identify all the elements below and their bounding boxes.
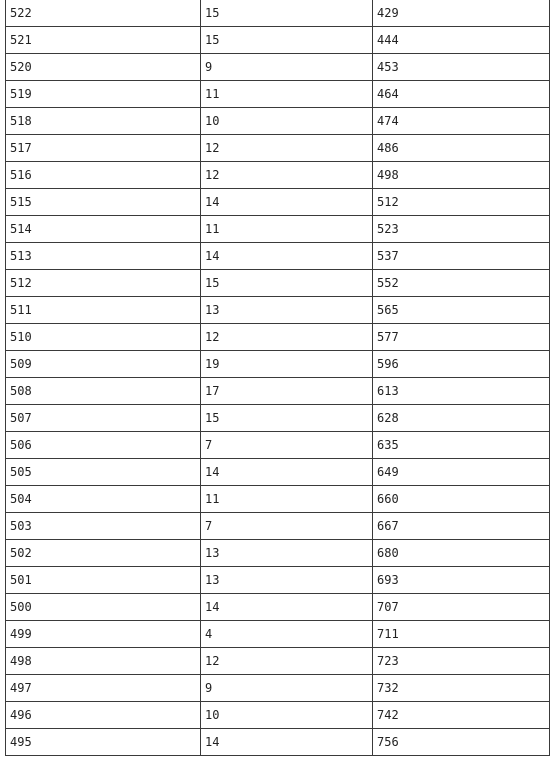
count-cell: 11	[201, 81, 373, 108]
score-cell: 512	[6, 270, 201, 297]
count-cell: 19	[201, 351, 373, 378]
cumulative-cell: 707	[373, 594, 550, 621]
count-cell: 15	[201, 0, 373, 27]
cumulative-cell: 680	[373, 540, 550, 567]
score-cell: 521	[6, 27, 201, 54]
table-row	[6, 648, 550, 675]
table-row	[6, 216, 550, 243]
table-row	[6, 270, 550, 297]
table-row	[6, 189, 550, 216]
cumulative-cell: 512	[373, 189, 550, 216]
score-cell: 522	[6, 0, 201, 27]
count-cell: 11	[201, 486, 373, 513]
count-cell: 10	[201, 108, 373, 135]
score-cell: 495	[6, 729, 201, 756]
count-cell: 9	[201, 675, 373, 702]
count-cell: 15	[201, 27, 373, 54]
cumulative-cell: 732	[373, 675, 550, 702]
count-cell: 14	[201, 459, 373, 486]
score-cell: 516	[6, 162, 201, 189]
table-row	[6, 162, 550, 189]
cumulative-cell: 498	[373, 162, 550, 189]
count-cell: 15	[201, 405, 373, 432]
score-cell: 507	[6, 405, 201, 432]
count-cell: 10	[201, 702, 373, 729]
cumulative-cell: 613	[373, 378, 550, 405]
cumulative-cell: 453	[373, 54, 550, 81]
table-row	[6, 378, 550, 405]
cumulative-cell: 711	[373, 621, 550, 648]
cumulative-cell: 474	[373, 108, 550, 135]
score-cell: 509	[6, 351, 201, 378]
score-cell: 511	[6, 297, 201, 324]
table-row	[6, 324, 550, 351]
score-cell: 506	[6, 432, 201, 459]
count-cell: 9	[201, 54, 373, 81]
cumulative-cell: 723	[373, 648, 550, 675]
cumulative-cell: 742	[373, 702, 550, 729]
count-cell: 14	[201, 189, 373, 216]
score-cell: 513	[6, 243, 201, 270]
cumulative-cell: 552	[373, 270, 550, 297]
table-row	[6, 459, 550, 486]
table-row	[6, 108, 550, 135]
table-row	[6, 54, 550, 81]
count-cell: 11	[201, 216, 373, 243]
score-cell: 500	[6, 594, 201, 621]
cumulative-cell: 537	[373, 243, 550, 270]
count-cell: 12	[201, 648, 373, 675]
table-row	[6, 0, 550, 27]
table-row	[6, 675, 550, 702]
table-row	[6, 621, 550, 648]
score-cell: 510	[6, 324, 201, 351]
count-cell: 12	[201, 324, 373, 351]
cumulative-cell: 577	[373, 324, 550, 351]
count-cell: 13	[201, 540, 373, 567]
cumulative-cell: 756	[373, 729, 550, 756]
score-cell: 501	[6, 567, 201, 594]
count-cell: 14	[201, 594, 373, 621]
cumulative-cell: 628	[373, 405, 550, 432]
score-cell: 517	[6, 135, 201, 162]
cumulative-cell: 486	[373, 135, 550, 162]
score-table-container	[5, 0, 550, 756]
score-cell: 502	[6, 540, 201, 567]
score-cell: 518	[6, 108, 201, 135]
count-cell: 7	[201, 432, 373, 459]
cumulative-cell: 693	[373, 567, 550, 594]
table-row	[6, 27, 550, 54]
count-cell: 13	[201, 297, 373, 324]
cumulative-cell: 667	[373, 513, 550, 540]
table-row	[6, 702, 550, 729]
table-row	[6, 81, 550, 108]
count-cell: 15	[201, 270, 373, 297]
cumulative-cell: 444	[373, 27, 550, 54]
table-row	[6, 243, 550, 270]
table-row	[6, 513, 550, 540]
score-cell: 519	[6, 81, 201, 108]
score-cell: 505	[6, 459, 201, 486]
score-cell: 508	[6, 378, 201, 405]
cumulative-cell: 523	[373, 216, 550, 243]
score-table	[5, 0, 550, 756]
cumulative-cell: 429	[373, 0, 550, 27]
table-row	[6, 540, 550, 567]
table-row	[6, 432, 550, 459]
score-cell: 496	[6, 702, 201, 729]
count-cell: 13	[201, 567, 373, 594]
table-row	[6, 486, 550, 513]
score-cell: 520	[6, 54, 201, 81]
count-cell: 12	[201, 162, 373, 189]
table-row	[6, 567, 550, 594]
cumulative-cell: 649	[373, 459, 550, 486]
score-cell: 503	[6, 513, 201, 540]
cumulative-cell: 596	[373, 351, 550, 378]
cumulative-cell: 464	[373, 81, 550, 108]
score-cell: 504	[6, 486, 201, 513]
table-row	[6, 351, 550, 378]
score-cell: 497	[6, 675, 201, 702]
count-cell: 14	[201, 243, 373, 270]
table-row	[6, 135, 550, 162]
cumulative-cell: 660	[373, 486, 550, 513]
table-row	[6, 297, 550, 324]
score-cell: 515	[6, 189, 201, 216]
count-cell: 12	[201, 135, 373, 162]
score-table-body	[6, 0, 550, 756]
cumulative-cell: 635	[373, 432, 550, 459]
count-cell: 17	[201, 378, 373, 405]
score-cell: 499	[6, 621, 201, 648]
count-cell: 14	[201, 729, 373, 756]
score-cell: 514	[6, 216, 201, 243]
table-row	[6, 594, 550, 621]
table-row	[6, 729, 550, 756]
score-cell: 498	[6, 648, 201, 675]
table-row	[6, 405, 550, 432]
count-cell: 4	[201, 621, 373, 648]
count-cell: 7	[201, 513, 373, 540]
cumulative-cell: 565	[373, 297, 550, 324]
